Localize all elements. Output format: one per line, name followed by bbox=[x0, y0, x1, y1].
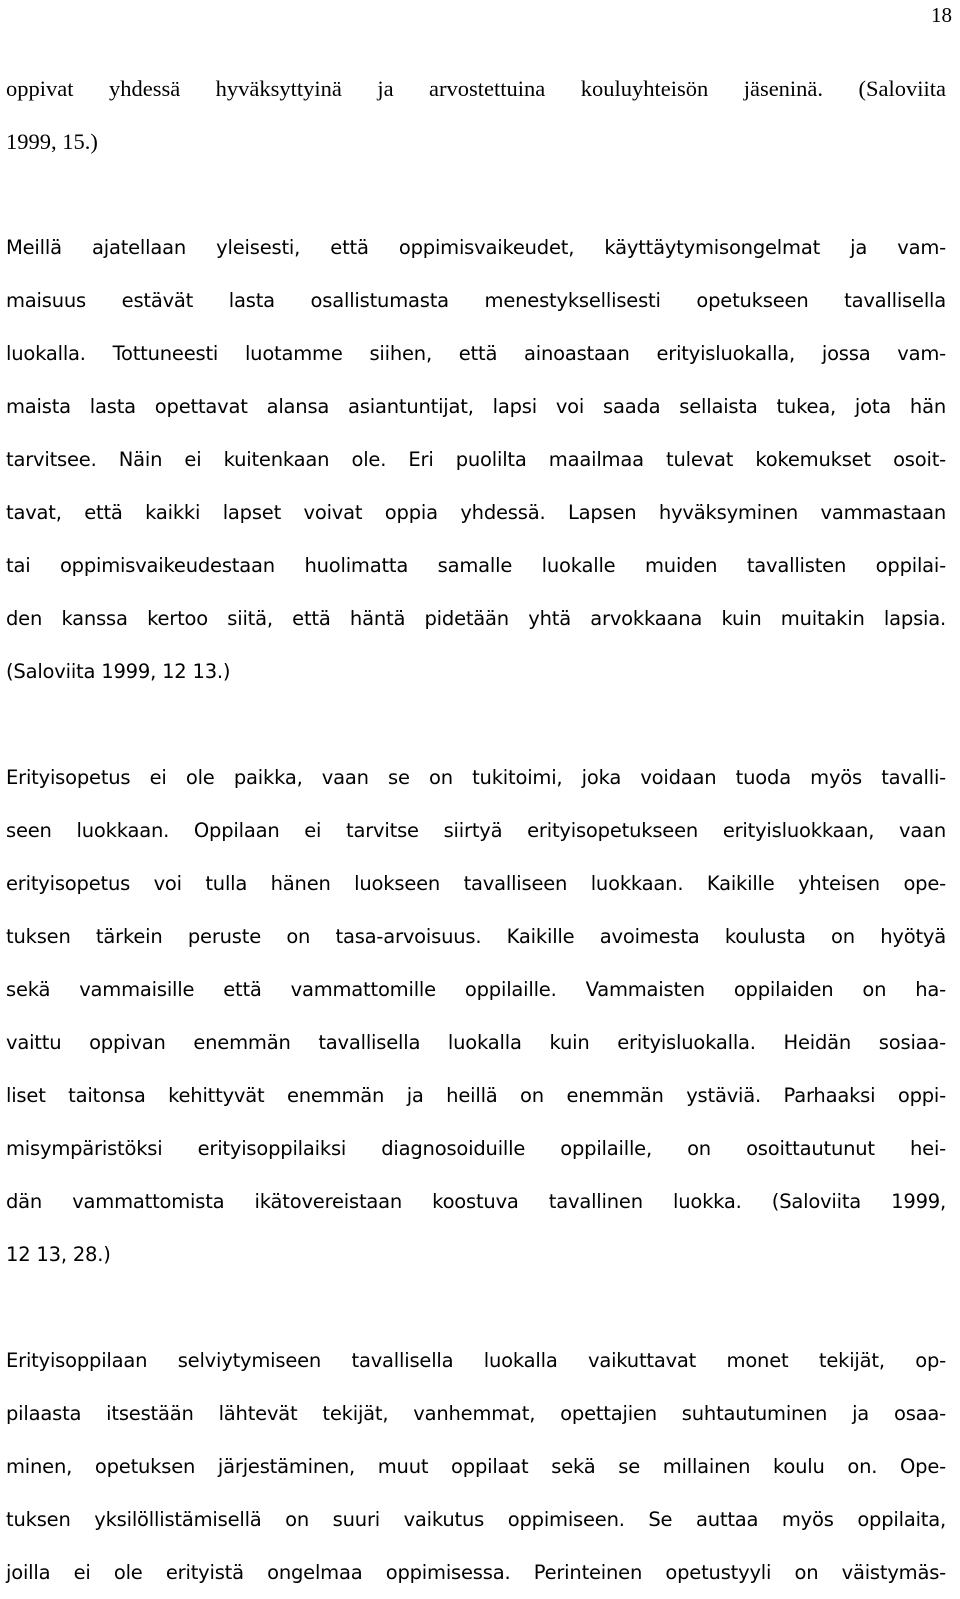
text-line: tuksen yksilöllistämisellä on suuri vaikutus oppimiseen. Se auttaa myös oppilaita, bbox=[6, 1508, 946, 1531]
text-line: luokalla. Tottuneesti luotamme siihen, että ainoastaan erityisluokalla, jossa vam- bbox=[6, 342, 946, 365]
paragraph bbox=[6, 62, 946, 168]
text-line: seen luokkaan. Oppilaan ei tarvitse siirtyä erityisopetukseen erityisluokkaan, vaan bbox=[6, 819, 946, 842]
text-line: tavat, että kaikki lapset voivat oppia yhdessä. Lapsen hyväksyminen vammastaan bbox=[6, 501, 946, 524]
text-line: 12 13, 28.) bbox=[6, 1243, 111, 1266]
paragraph bbox=[6, 751, 946, 1281]
text-line: (Saloviita 1999, 12 13.) bbox=[6, 660, 231, 683]
text-line: oppivat yhdessä hyväksyttyinä ja arvostettuina kouluyhteisön jäseninä. (Saloviita bbox=[6, 76, 946, 101]
paragraph bbox=[6, 221, 946, 698]
text-line: tarvitsee. Näin ei kuitenkaan ole. Eri puolilta maailmaa tulevat kokemukset osoit- bbox=[6, 448, 946, 471]
text-line: pilaasta itsestään lähtevät tekijät, vanhemmat, opettajien suhtautuminen ja osaa- bbox=[6, 1402, 946, 1425]
paragraph bbox=[6, 1334, 946, 1599]
document-body bbox=[6, 62, 946, 1599]
text-line: minen, opetuksen järjestäminen, muut oppilaat sekä se millainen koulu on. Ope- bbox=[6, 1455, 946, 1478]
text-line: erityisopetus voi tulla hänen luokseen tavalliseen luokkaan. Kaikille yhteisen ope- bbox=[6, 872, 946, 895]
text-line: den kanssa kertoo siitä, että häntä pidetään yhtä arvokkaana kuin muitakin lapsia. bbox=[6, 607, 946, 630]
text-line: maista lasta opettavat alansa asiantuntijat, lapsi voi saada sellaista tukea, jota hän bbox=[6, 395, 946, 418]
text-line: sekä vammaisille että vammattomille oppilaille. Vammaisten oppilaiden on ha- bbox=[6, 978, 946, 1001]
text-line: Erityisopetus ei ole paikka, vaan se on tukitoimi, joka voidaan tuoda myös tavalli- bbox=[6, 766, 946, 789]
text-line: joilla ei ole erityistä ongelmaa oppimisessa. Perinteinen opetustyyli on väistymäs- bbox=[6, 1561, 946, 1584]
text-line: vaittu oppivan enemmän tavallisella luokalla kuin erityisluokalla. Heidän sosiaa- bbox=[6, 1031, 946, 1054]
text-line: dän vammattomista ikätovereistaan koostuva tavallinen luokka. (Saloviita 1999, bbox=[6, 1190, 946, 1213]
text-line: misympäristöksi erityisoppilaiksi diagnosoiduille oppilaille, on osoittautunut hei- bbox=[6, 1137, 946, 1160]
text-line: liset taitonsa kehittyvät enemmän ja heillä on enemmän ystäviä. Parhaaksi oppi- bbox=[6, 1084, 946, 1107]
text-line: Meillä ajatellaan yleisesti, että oppimisvaikeudet, käyttäytymisongelmat ja vam- bbox=[6, 236, 946, 259]
text-line: tuksen tärkein peruste on tasa-arvoisuus. Kaikille avoimesta koulusta on hyötyä bbox=[6, 925, 946, 948]
text-line: maisuus estävät lasta osallistumasta menestyksellisesti opetukseen tavallisella bbox=[6, 289, 946, 312]
text-line: Erityisoppilaan selviytymiseen tavallisella luokalla vaikuttavat monet tekijät, op- bbox=[6, 1349, 946, 1372]
text-line: 1999, 15.) bbox=[6, 129, 98, 154]
text-line: tai oppimisvaikeudestaan huolimatta samalle luokalle muiden tavallisten oppilai- bbox=[6, 554, 946, 577]
page-number: 18 bbox=[931, 3, 952, 27]
